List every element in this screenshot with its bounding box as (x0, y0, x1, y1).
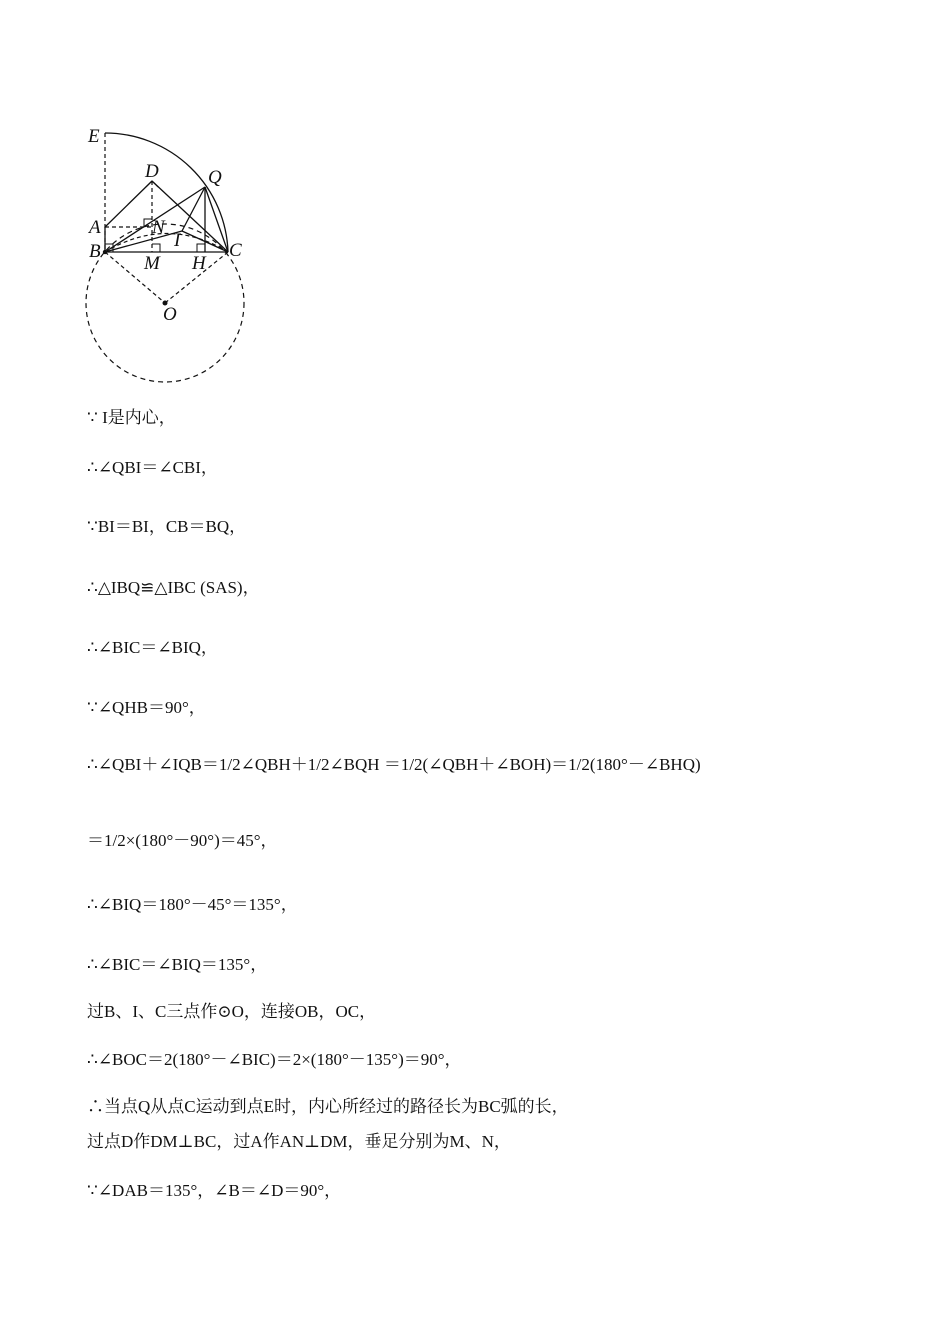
line-12: ∴∠BOC＝2(180°－∠BIC)＝2×(180°－135°)＝90°， (87, 1050, 462, 1069)
segment-qi (182, 187, 205, 231)
line-10: ∴∠BIC＝∠BIQ＝135°， (87, 955, 268, 974)
label-e: E (88, 126, 100, 147)
label-h: H (192, 253, 206, 274)
line-6: ∵∠QHB＝90°， (87, 698, 206, 717)
geometry-figure (70, 115, 270, 395)
label-q: Q (208, 167, 222, 188)
line-4: ∴△IBQ≌△IBC (SAS)， (87, 578, 260, 597)
line-1: ∵ I是内心， (87, 408, 176, 427)
segment-ad (105, 181, 152, 227)
line-14: 过点D作DM⊥BC，过A作AN⊥DM，垂足分别为M、N， (87, 1132, 511, 1151)
geometry-diagram (70, 115, 270, 395)
line-15: ∵∠DAB＝135°，∠B＝∠D＝90°， (87, 1181, 342, 1200)
label-c: C (229, 240, 242, 261)
line-2: ∴∠QBI＝∠CBI， (87, 458, 218, 477)
line-13: ∴当点Q从点C运动到点E时，内心所经过的路径长为BC弧的长， (87, 1097, 569, 1116)
label-a: A (89, 217, 101, 238)
line-8: ＝1/2×(180°－90°)＝45°， (87, 831, 278, 850)
label-b: B (89, 241, 101, 262)
right-angle-h (197, 244, 205, 252)
line-7: ∴∠QBI＋∠IQB＝1/2∠QBH＋1/2∠BQH ＝1/2(∠QBH＋∠BOH)＝1/2(180°－∠BHQ) (87, 755, 701, 774)
label-o: O (163, 304, 177, 325)
label-n: N (152, 217, 165, 238)
label-d: D (145, 161, 159, 182)
label-m: M (144, 253, 160, 274)
segment-bi (105, 231, 182, 252)
point-b (103, 250, 107, 254)
line-9: ∴∠BIQ＝180°－45°＝135°， (87, 895, 298, 914)
label-i: I (174, 230, 181, 251)
line-11: 过B、I、C三点作⊙O，连接OB，OC， (87, 1002, 377, 1021)
line-3: ∵BI＝BI，CB＝BQ， (87, 517, 247, 536)
right-angle-m (152, 244, 160, 252)
line-5: ∴∠BIC＝∠BIQ， (87, 638, 218, 657)
